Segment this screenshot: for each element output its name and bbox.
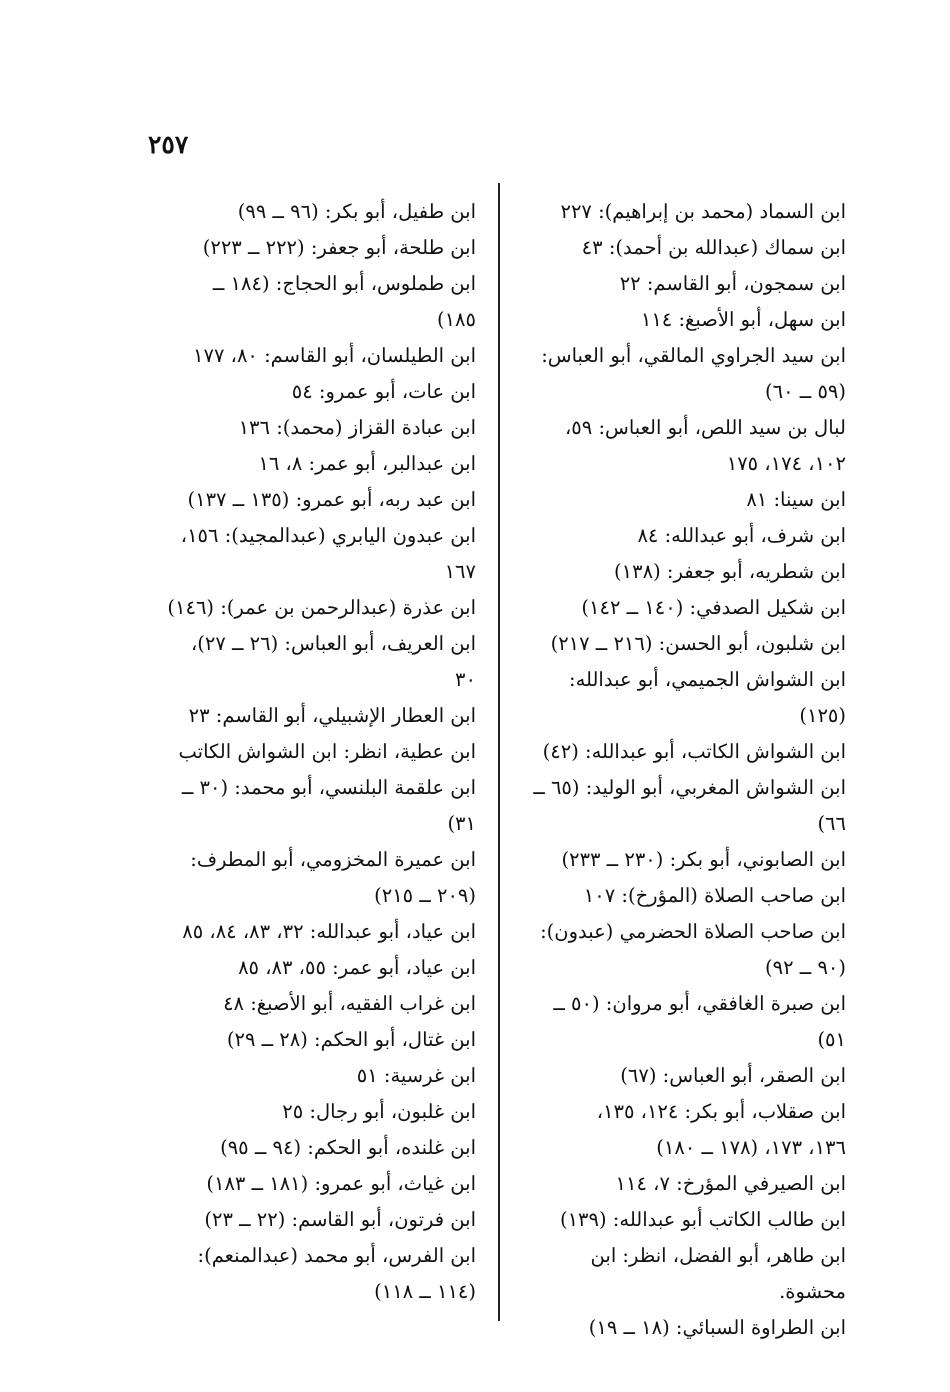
- index-entry-line: ابن طالب الكاتب أبو عبدالله: (١٣٩): [559, 1208, 846, 1231]
- index-entry-line: (١١٤ ــ ١١٨): [374, 1280, 476, 1303]
- index-entry-line: (٥٩ ــ ٦٠): [765, 380, 846, 403]
- index-entry-line: ابن صقلاب، أبو بكر: ١٢٤، ١٣٥،: [596, 1100, 846, 1123]
- index-entry-line: ابن شرف، أبو عبدالله: ٨٤: [637, 524, 846, 547]
- index-entry-line: ابن عميرة المخزومي، أبو المطرف:: [190, 848, 476, 871]
- column-divider: [498, 183, 500, 1321]
- index-entry-line: ١٣٦، ١٧٣، (١٧٨ ــ ١٨٠): [656, 1136, 846, 1159]
- index-entry-line: ابن عطية، انظر: ابن الشواش الكاتب: [178, 740, 476, 763]
- index-entry-line: ابن الشواش الجميمي، أبو عبدالله:: [569, 668, 846, 691]
- index-entry-line: (١٢٥): [799, 704, 846, 727]
- index-entry-line: ابن الصيرفي المؤرخ: ٧، ١١٤: [615, 1172, 846, 1195]
- index-entry-line: ابن سمجون، أبو القاسم: ٢٢: [619, 272, 846, 295]
- index-entry-line: ابن سماك (عبدالله بن أحمد): ٤٣: [581, 236, 846, 259]
- index-entry-line: ابن عبدالبر، أبو عمر: ٨، ١٦: [258, 452, 476, 475]
- index-entry-line: ١٦٧: [444, 560, 476, 583]
- index-entry-line: ابن طملوس، أبو الحجاج: (١٨٤ ــ: [212, 272, 476, 295]
- index-entry-line: ابن عبادة القزاز (محمد): ١٣٦: [238, 416, 476, 439]
- index-entry-line: ابن الطيلسان، أبو القاسم: ٨٠، ١٧٧: [193, 344, 476, 367]
- index-entry-line: ابن عبد ربه، أبو عمرو: (١٣٥ ــ ١٣٧): [187, 488, 476, 511]
- index-entry-line: ابن صاحب الصلاة (المؤرخ): ١٠٧: [583, 884, 846, 907]
- page-number: ٢٥٧: [148, 130, 189, 159]
- index-entry-line: (٢٠٩ ــ ٢١٥): [374, 884, 476, 907]
- index-entry-line: ابن فرتون، أبو القاسم: (٢٢ ــ ٢٣): [204, 1208, 476, 1231]
- index-entry-line: ابن شكيل الصدفي: (١٤٠ ــ ١٤٢): [581, 596, 846, 619]
- index-entry-line: ابن غرسية: ٥١: [356, 1064, 476, 1087]
- index-entry-line: ابن طلحة، أبو جعفر: (٢٢٢ ــ ٢٢٣): [202, 236, 476, 259]
- index-entry-line: ٦٦): [817, 812, 846, 835]
- index-entry-line: ابن عياد، أبو عبدالله: ٣٢، ٨٣، ٨٤، ٨٥: [182, 920, 476, 943]
- index-entry-line: ابن طفيل، أبو بكر: (٩٦ ــ ٩٩): [237, 200, 476, 223]
- index-entry-line: لبال بن سيد اللص، أبو العباس: ٥٩،: [565, 416, 846, 439]
- index-entry-line: ابن السماد (محمد بن إبراهيم): ٢٢٧: [560, 200, 846, 223]
- index-entry-line: (٩٠ ــ ٩٢): [765, 956, 846, 979]
- index-entry-line: ابن الطراوة السبائي: (١٨ ــ ١٩): [588, 1316, 846, 1339]
- index-entry-line: ابن العطار الإشبيلي، أبو القاسم: ٢٣: [188, 704, 476, 727]
- index-entry-line: ابن الصابوني، أبو بكر: (٢٣٠ ــ ٢٣٣): [561, 848, 846, 871]
- index-column-left: [158, 194, 476, 1310]
- index-entry-line: ابن صبرة الغافقي، أبو مروان: (٥٠ ــ: [553, 992, 846, 1015]
- index-entry-line: ابن غراب الفقيه، أبو الأصبغ: ٤٨: [223, 992, 476, 1015]
- index-entry-line: ابن سينا: ٨١: [746, 488, 846, 511]
- index-entry-line: ابن شطريه، أبو جعفر: (١٣٨): [614, 560, 846, 583]
- index-entry-line: ابن عياد، أبو عمر: ٥٥، ٨٣، ٨٥: [238, 956, 476, 979]
- index-entry-line: ابن غلنده، أبو الحكم: (٩٤ ــ ٩٥): [220, 1136, 476, 1159]
- index-entry-line: ١٨٥): [436, 308, 476, 331]
- index-entry-line: ابن سيد الجراوي المالقي، أبو العباس:: [541, 344, 846, 367]
- index-entry-line: ابن صاحب الصلاة الحضرمي (عبدون):: [540, 920, 846, 943]
- index-entry-line: ابن علقمة البلنسي، أبو محمد: (٣٠ ــ: [181, 776, 476, 799]
- index-entry-line: ابن الشواش الكاتب، أبو عبدالله: (٤٢): [542, 740, 846, 763]
- index-entry-line: ابن عبدون اليابري (عبدالمجيد): ١٥٦،: [180, 524, 476, 547]
- index-entry-line: ابن غياث، أبو عمرو: (١٨١ ــ ١٨٣): [206, 1172, 476, 1195]
- index-entry-line: ابن غلبون، أبو رجال: ٢٥: [282, 1100, 476, 1123]
- index-entry-line: ٣١): [447, 812, 476, 835]
- index-entry-line: ابن العريف، أبو العباس: (٢٦ ــ ٢٧)،: [190, 632, 476, 655]
- index-entry-line: ابن طاهر، أبو الفضل، انظر: ابن محشوة.: [590, 1244, 846, 1303]
- index-entry-line: ابن الفرس، أبو محمد (عبدالمنعم):: [197, 1244, 476, 1267]
- index-column-right: [520, 194, 846, 1346]
- index-entry-line: ابن الشواش المغربي، أبو الوليد: (٦٥ ــ: [533, 776, 846, 799]
- index-entry-line: ابن غتال، أبو الحكم: (٢٨ ــ ٢٩): [226, 1028, 476, 1051]
- index-entry-line: ابن سهل، أبو الأصبغ: ١١٤: [640, 308, 846, 331]
- index-entry-line: ابن الصقر، أبو العباس: (٦٧): [620, 1064, 846, 1087]
- index-entry-line: ٥١): [817, 1028, 846, 1051]
- index-entry-line: ٣٠: [455, 668, 476, 691]
- index-entry-line: ابن عات، أبو عمرو: ٥٤: [291, 380, 476, 403]
- index-entry-line: ١٠٢، ١٧٤، ١٧٥: [726, 452, 846, 475]
- index-entry-line: ابن شلبون، أبو الحسن: (٢١٦ ــ ٢١٧): [550, 632, 846, 655]
- index-entry-line: ابن عذرة (عبدالرحمن بن عمر): (١٤٦): [167, 596, 476, 619]
